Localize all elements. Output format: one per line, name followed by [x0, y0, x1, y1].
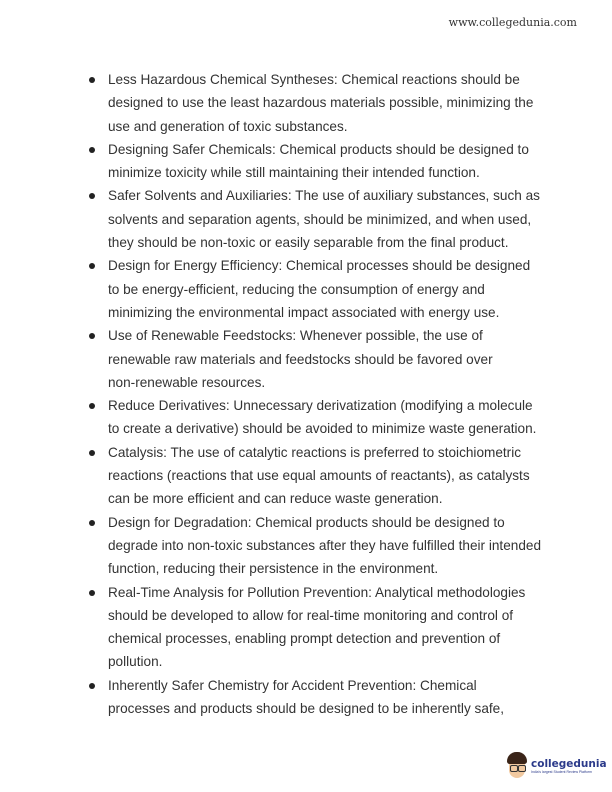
list-item-text: Use of Renewable Feedstocks: Whenever possible, the use of: [108, 328, 483, 344]
bullet-icon: [89, 263, 95, 269]
list-item: [88, 324, 558, 394]
list-item: [88, 674, 558, 721]
list-item-text: Catalysis: The use of catalytic reactions is preferred to stoichiometric: [108, 444, 522, 460]
brand-tagline: India's largest Student Review Platform: [531, 770, 592, 774]
list-item-text: should be developed to allow for real-time monitoring and control of: [108, 607, 514, 623]
list-item: [88, 441, 558, 511]
list-item: [88, 184, 558, 254]
list-item-text: function, reducing their persistence in the environment.: [108, 561, 439, 577]
bullet-icon: [89, 520, 95, 526]
list-item-text: Less Hazardous Chemical Syntheses: Chemical reactions should be: [108, 72, 520, 87]
list-item-text: renewable raw materials and feedstocks should be favored over: [108, 351, 493, 367]
list-item-text: pollution.: [108, 654, 163, 670]
list-item-text: Real-Time Analysis for Pollution Prevention: Analytical methodologies: [108, 584, 526, 600]
list-item-text: Design for Energy Efficiency: Chemical processes should be designed: [108, 258, 531, 274]
list-item-text: Inherently Safer Chemistry for Accident Prevention: Chemical: [108, 677, 477, 693]
list-item-text: degrade into non-toxic substances after they have fulfilled their intended: [108, 537, 542, 553]
list-item-text: non-renewable resources.: [108, 374, 266, 390]
list-item-text: use and generation of toxic substances.: [108, 118, 348, 134]
brand-name: collegedunia: [531, 758, 607, 770]
bullet-icon: [89, 590, 95, 596]
list-item-text: processes and products should be designed to be inherently safe,: [108, 701, 504, 717]
list-item-text: Safer Solvents and Auxiliaries: The use of auxiliary substances, such as: [108, 188, 540, 204]
list-item-text: minimize toxicity while still maintaining their intended function.: [108, 165, 480, 181]
mascot-icon: [506, 752, 528, 780]
list-item: [88, 138, 558, 185]
list-item-text: chemical processes, enabling prompt detection and prevention of: [108, 631, 501, 647]
list-item: [88, 394, 558, 441]
bullet-icon: [89, 147, 95, 153]
list-item-text: to be energy-efficient, reducing the consumption of energy and: [108, 281, 485, 297]
list-item: [88, 68, 558, 138]
principles-list: [88, 68, 558, 720]
list-item-text: reactions (reactions that use equal amounts of reactants), as catalysts: [108, 468, 530, 484]
bullet-icon: [89, 450, 95, 456]
list-item-text: Design for Degradation: Chemical products should be designed to: [108, 514, 505, 530]
site-url: www.collegedunia.com: [448, 16, 577, 29]
list-item-text: designed to use the least hazardous materials possible, minimizing the: [108, 95, 534, 111]
list-item-text: solvents and separation agents, should be minimized, and when used,: [108, 211, 532, 227]
bullet-icon: [89, 403, 95, 409]
list-item-text: Designing Safer Chemicals: Chemical products should be designed to: [108, 141, 529, 157]
list-item: [88, 254, 558, 324]
list-item-text: minimizing the environmental impact associated with energy use.: [108, 304, 500, 320]
list-item-text: they should be non-toxic or easily separable from the final product.: [108, 235, 509, 251]
bullet-icon: [89, 683, 95, 689]
list-item: [88, 511, 558, 581]
list-item-text: to create a derivative) should be avoided to minimize waste generation.: [108, 421, 537, 437]
list-item-text: Reduce Derivatives: Unnecessary derivatization (modifying a molecule: [108, 398, 533, 414]
collegedunia-logo: [506, 752, 607, 780]
list-item-text: can be more efficient and can reduce waste generation.: [108, 491, 443, 507]
bullet-icon: [89, 77, 95, 83]
bullet-icon: [89, 193, 95, 199]
bullet-icon: [89, 333, 95, 339]
list-item: [88, 581, 558, 674]
